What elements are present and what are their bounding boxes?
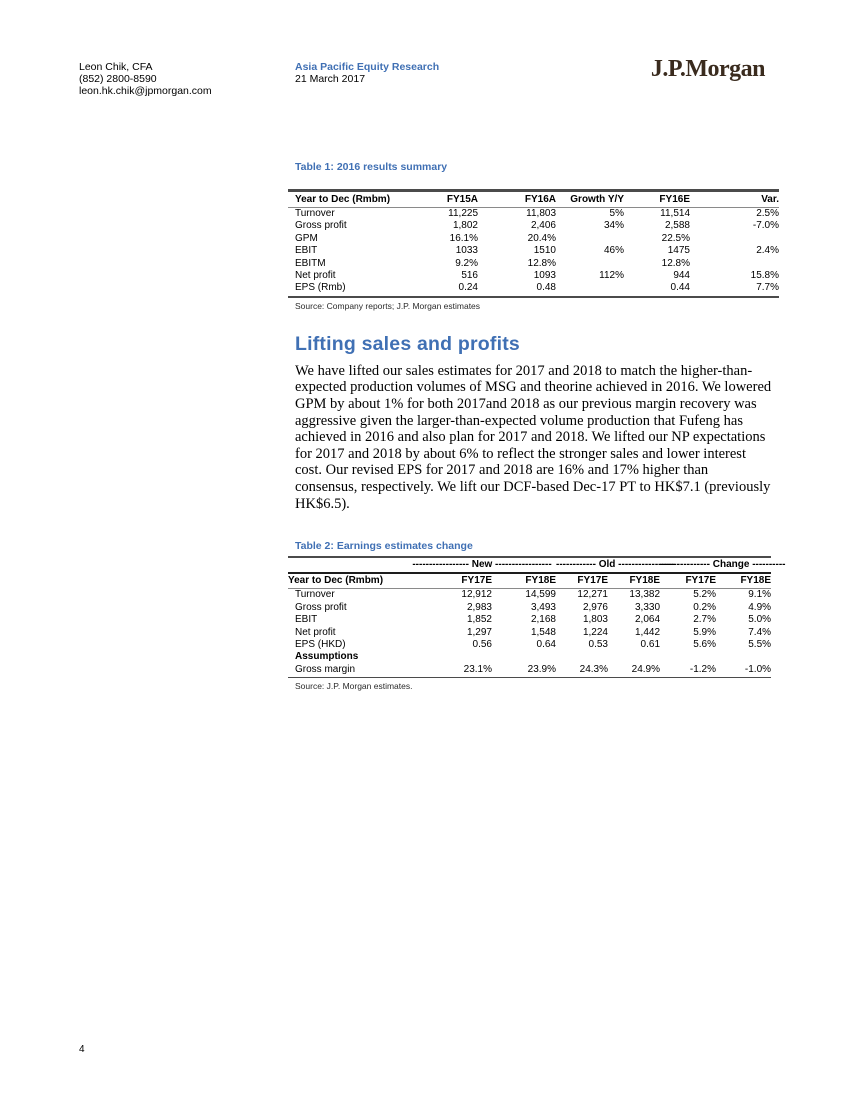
analyst-email: leon.hk.chik@jpmorgan.com bbox=[79, 85, 212, 97]
row-label: EBITM bbox=[295, 257, 326, 269]
page-number: 4 bbox=[79, 1044, 85, 1055]
table-row bbox=[288, 233, 779, 245]
earnings-estimates-table bbox=[288, 556, 786, 678]
group-header-new: ----------------- New ----------------- bbox=[408, 557, 556, 572]
row-label: GPM bbox=[295, 232, 318, 244]
cell-value: 0.61 bbox=[640, 639, 661, 651]
cell-value: -7.0% bbox=[752, 220, 779, 232]
cell-value: 0.48 bbox=[478, 282, 556, 296]
cell-value bbox=[556, 282, 624, 296]
cell-value: 1,852 bbox=[466, 614, 492, 626]
row-label: Net profit bbox=[295, 626, 336, 638]
cell-value: 11,803 bbox=[526, 207, 556, 219]
table-row bbox=[288, 614, 771, 626]
cell-value bbox=[660, 651, 716, 663]
cell-value: 9.1% bbox=[748, 589, 772, 601]
table-row bbox=[288, 664, 771, 678]
column-header: Var. bbox=[690, 191, 779, 208]
cell-value: 5.6% bbox=[693, 639, 717, 651]
column-header: FY17E bbox=[660, 573, 716, 589]
column-header: FY16A bbox=[478, 191, 556, 208]
row-label: EBIT bbox=[295, 245, 318, 257]
table-row bbox=[288, 627, 771, 639]
cell-value: 1,803 bbox=[582, 614, 608, 626]
cell-value: 16.1% bbox=[449, 232, 478, 244]
row-label: Turnover bbox=[295, 589, 335, 601]
cell-value bbox=[556, 258, 624, 270]
cell-value: 46% bbox=[603, 245, 624, 257]
row-label: Turnover bbox=[295, 207, 335, 219]
cell-value: 944 bbox=[673, 269, 690, 281]
cell-value: 5.5% bbox=[748, 639, 772, 651]
cell-value: 7.4% bbox=[748, 626, 772, 638]
column-header: Year to Dec (Rmbm) bbox=[288, 191, 408, 208]
analyst-phone: (852) 2800-8590 bbox=[79, 73, 157, 85]
cell-value: 1033 bbox=[455, 245, 478, 257]
cell-value: 7.7% bbox=[690, 282, 779, 296]
cell-value: 1,548 bbox=[530, 626, 556, 638]
cell-value: -1.2% bbox=[660, 664, 716, 678]
publication-title: Asia Pacific Equity Research bbox=[295, 61, 440, 73]
cell-value: 11,514 bbox=[660, 207, 690, 219]
row-label: EPS (HKD) bbox=[295, 639, 346, 651]
cell-value: 0.2% bbox=[693, 601, 717, 613]
cell-value: 20.4% bbox=[527, 232, 556, 244]
table2-header-row bbox=[288, 573, 771, 589]
cell-value bbox=[408, 651, 492, 663]
cell-value: 0.56 bbox=[472, 639, 492, 651]
cell-value bbox=[690, 258, 779, 270]
group-spacer bbox=[288, 557, 408, 572]
cell-value: 9.2% bbox=[455, 257, 478, 269]
cell-value: 3,330 bbox=[634, 601, 661, 613]
analyst-block bbox=[79, 61, 212, 97]
cell-value: 2,064 bbox=[634, 614, 661, 626]
table-row bbox=[288, 589, 771, 602]
results-summary-table bbox=[288, 189, 779, 298]
cell-value: 1,224 bbox=[582, 626, 608, 638]
column-header: FY17E bbox=[408, 573, 492, 589]
cell-value: 11,225 bbox=[448, 207, 478, 219]
group-header-old: ------------ Old ----------------- bbox=[556, 557, 660, 572]
column-header: Growth Y/Y bbox=[556, 191, 624, 208]
table1-title: Table 1: 2016 results summary bbox=[295, 161, 448, 173]
cell-value: 2,588 bbox=[664, 220, 690, 232]
cell-value: 13,382 bbox=[629, 589, 661, 601]
cell-value: 34% bbox=[603, 220, 624, 232]
cell-value: 1,802 bbox=[452, 220, 478, 232]
cell-value: 12,912 bbox=[461, 589, 492, 601]
column-header: FY18E bbox=[608, 573, 660, 589]
column-header: Year to Dec (Rmbm) bbox=[288, 573, 408, 589]
table-row bbox=[288, 651, 771, 663]
cell-value: 23.1% bbox=[408, 664, 492, 678]
cell-value: 5% bbox=[609, 207, 624, 219]
table-row bbox=[288, 602, 771, 614]
column-header: FY16E bbox=[624, 191, 690, 208]
cell-value: 5.2% bbox=[693, 589, 717, 601]
cell-value bbox=[716, 651, 771, 663]
table2-title: Table 2: Earnings estimates change bbox=[295, 540, 473, 553]
table-row bbox=[288, 258, 779, 270]
cell-value: 1510 bbox=[533, 245, 556, 257]
cell-value: 3,493 bbox=[530, 601, 556, 613]
table-row bbox=[288, 207, 779, 220]
group-header-change: --------------- Change ---------- bbox=[660, 557, 771, 572]
cell-value: 2.4% bbox=[756, 245, 779, 257]
cell-value: 2.7% bbox=[693, 614, 717, 626]
cell-value: 14,599 bbox=[525, 589, 556, 601]
table2-source: Source: J.P. Morgan estimates. bbox=[295, 681, 413, 692]
cell-value: 24.9% bbox=[608, 664, 660, 678]
cell-value bbox=[492, 651, 556, 663]
cell-value: 15.8% bbox=[750, 269, 779, 281]
table1-header-row bbox=[288, 191, 779, 208]
cell-value: 2,168 bbox=[530, 614, 556, 626]
cell-value: 2,983 bbox=[466, 601, 492, 613]
cell-value: 2.5% bbox=[756, 207, 779, 219]
cell-value: 1,442 bbox=[634, 626, 661, 638]
table1-source: Source: Company reports; J.P. Morgan estimates bbox=[295, 300, 481, 311]
table-row bbox=[288, 270, 779, 282]
row-label: Net profit bbox=[295, 269, 336, 281]
row-label: EPS (Rmb) bbox=[288, 282, 408, 296]
table-row bbox=[288, 282, 779, 296]
cell-value: 12.8% bbox=[527, 257, 556, 269]
cell-value: 23.9% bbox=[492, 664, 556, 678]
cell-value: 0.53 bbox=[588, 639, 608, 651]
row-label: Gross profit bbox=[295, 601, 347, 613]
column-header: FY17E bbox=[556, 573, 608, 589]
section-heading: Lifting sales and profits bbox=[295, 332, 520, 355]
column-header: FY18E bbox=[716, 573, 771, 589]
cell-value: 0.44 bbox=[624, 282, 690, 296]
cell-value: 12,271 bbox=[577, 589, 608, 601]
table2-block bbox=[288, 540, 786, 692]
cell-value: 2,406 bbox=[530, 220, 556, 232]
row-label: Gross profit bbox=[295, 220, 347, 232]
cell-value: 4.9% bbox=[748, 601, 772, 613]
cell-value: 516 bbox=[461, 269, 478, 281]
cell-value: 12.8% bbox=[661, 257, 690, 269]
jpmorgan-logo: J.P.Morgan bbox=[650, 56, 765, 82]
cell-value: 5.0% bbox=[748, 614, 772, 626]
table-row bbox=[288, 220, 779, 232]
cell-value: 1,297 bbox=[466, 626, 492, 638]
row-label: Gross margin bbox=[288, 664, 408, 678]
analyst-name: Leon Chik, CFA bbox=[79, 61, 153, 73]
column-header: FY18E bbox=[492, 573, 556, 589]
table-row bbox=[288, 245, 779, 257]
section-body: We have lifted our sales estimates for 2017 and 2018 to match the higher-than-expected production volumes of MSG and theorine achieved in 2016. We lowered GPM by about 1% for both 2017and 2018 as our previous margin recovery was aggressive given the larger-than-expected volume production that Fufeng has achieved in 2016 and also plan for 2017 and 2018. We lifted our NP expectations for 2017 and 2018 by about 6% to reflect the stronger sales and lower interest cost. Our revised EPS for 2017 and 2018 are 16% and 17% higher than consensus, respectively. We lift our DCF-based Dec-17 PT to HK$7.1 (previously HK$6.5). bbox=[295, 362, 772, 512]
cell-value: 1475 bbox=[667, 245, 690, 257]
cell-value: -1.0% bbox=[716, 664, 771, 678]
cell-value: 0.24 bbox=[408, 282, 478, 296]
cell-value bbox=[608, 651, 660, 663]
cell-value bbox=[556, 233, 624, 245]
publication-date: 21 March 2017 bbox=[295, 73, 366, 85]
table2-group-row bbox=[288, 557, 771, 572]
cell-value: 1093 bbox=[533, 269, 556, 281]
cell-value: 0.64 bbox=[536, 639, 556, 651]
table-row bbox=[288, 639, 771, 651]
main-content bbox=[288, 161, 786, 692]
column-header: FY15A bbox=[408, 191, 478, 208]
cell-value: 24.3% bbox=[556, 664, 608, 678]
cell-value: 2,976 bbox=[582, 601, 608, 613]
cell-value: 112% bbox=[599, 269, 624, 281]
cell-value: 22.5% bbox=[661, 232, 690, 244]
cell-value bbox=[556, 651, 608, 663]
cell-value: 5.9% bbox=[693, 626, 717, 638]
row-label: Assumptions bbox=[295, 651, 359, 663]
publication-block bbox=[295, 61, 439, 85]
cell-value bbox=[690, 233, 779, 245]
row-label: EBIT bbox=[295, 614, 318, 626]
